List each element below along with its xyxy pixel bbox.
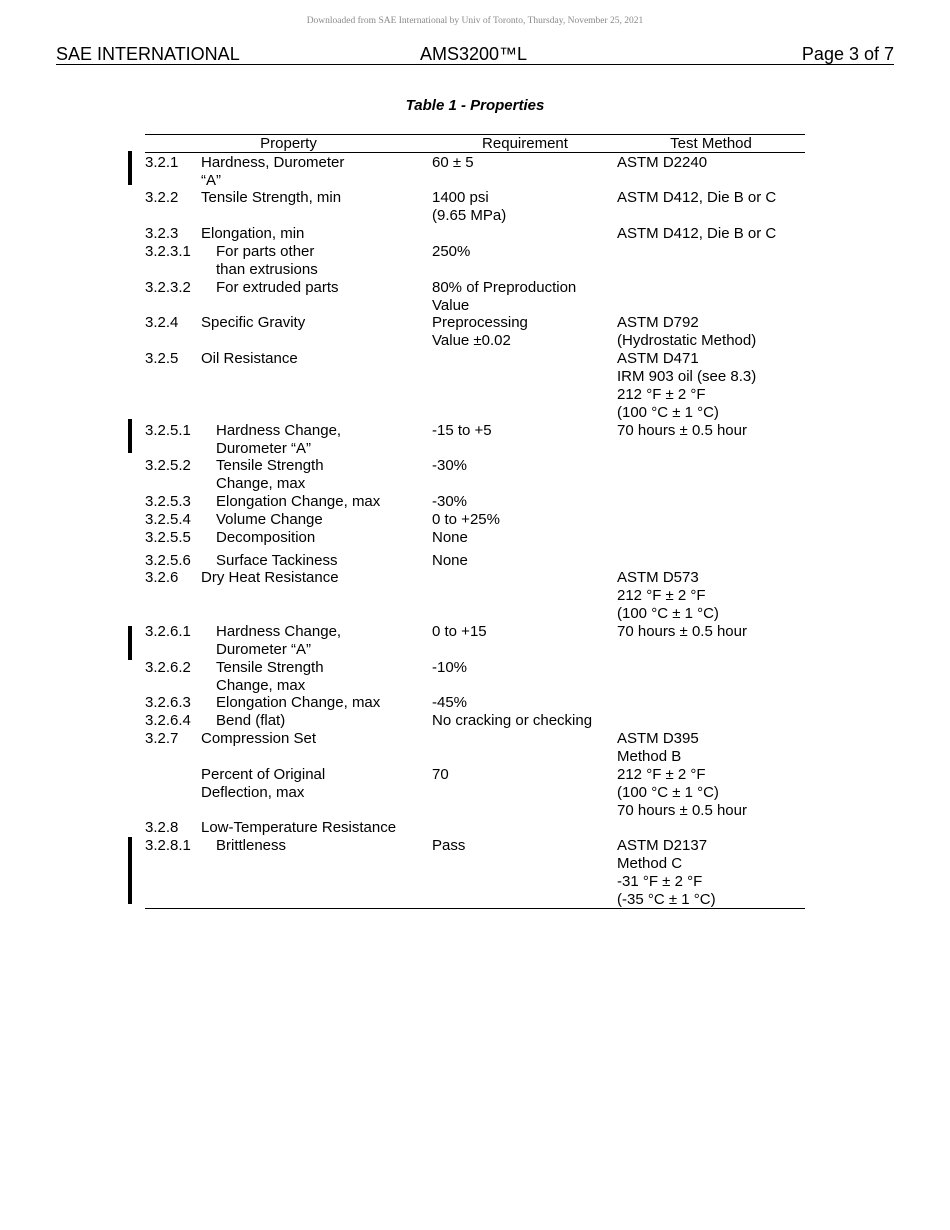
- property-text: Elongation Change, max: [216, 493, 381, 510]
- test-method-text: IRM 903 oil (see 8.3): [617, 368, 757, 385]
- test-method-text: (100 °C ± 1 °C): [617, 784, 719, 801]
- test-method-text: 70 hours ± 0.5 hour: [617, 422, 747, 439]
- property-text: Percent of Original: [201, 766, 326, 783]
- test-method-text: ASTM D2240: [617, 154, 708, 171]
- table-bottom-rule: [145, 908, 805, 909]
- property-text: Oil Resistance: [201, 350, 298, 367]
- section-number: 3.2.5.2: [145, 457, 191, 474]
- property-text: Dry Heat Resistance: [201, 569, 339, 586]
- requirement-text: -10%: [432, 659, 468, 676]
- test-method-text: ASTM D2137: [617, 837, 708, 854]
- property-text: Volume Change: [216, 511, 323, 528]
- revision-change-bar: [128, 419, 132, 453]
- table-title: Table 1 - Properties: [405, 97, 545, 114]
- header-organization: SAE INTERNATIONAL: [56, 44, 240, 64]
- requirement-text: Pass: [432, 837, 466, 854]
- table-header-rule: [145, 152, 805, 153]
- test-method-text: (100 °C ± 1 °C): [617, 404, 719, 421]
- section-number: 3.2.5.3: [145, 493, 191, 510]
- section-number: 3.2.5.6: [145, 552, 191, 569]
- property-text: Hardness Change,: [216, 422, 342, 439]
- column-header-requirement: Requirement: [482, 135, 568, 152]
- section-number: 3.2.3.1: [145, 243, 191, 260]
- requirement-text: 250%: [432, 243, 471, 260]
- test-method-text: 212 °F ± 2 °F: [617, 766, 706, 783]
- requirement-text: 60 ± 5: [432, 154, 474, 171]
- property-text: Decomposition: [216, 529, 316, 546]
- requirement-text: 70: [432, 766, 449, 783]
- test-method-text: 70 hours ± 0.5 hour: [617, 802, 747, 819]
- test-method-text: 212 °F ± 2 °F: [617, 386, 706, 403]
- property-text: For extruded parts: [216, 279, 339, 296]
- revision-change-bar: [128, 626, 132, 660]
- section-number: 3.2.6: [145, 569, 179, 586]
- requirement-text: -15 to +5: [432, 422, 492, 439]
- requirement-text: Value: [432, 297, 470, 314]
- requirement-text: Value ±0.02: [432, 332, 511, 349]
- property-text: than extrusions: [216, 261, 318, 278]
- section-number: 3.2.6.4: [145, 712, 191, 729]
- section-number: 3.2.8: [145, 819, 179, 836]
- property-text: Bend (flat): [216, 712, 286, 729]
- header-rule: [56, 64, 894, 65]
- property-text: Durometer “A”: [216, 440, 312, 457]
- property-text: Tensile Strength, min: [201, 189, 342, 206]
- property-text: “A”: [201, 172, 221, 189]
- requirement-text: 80% of Preproduction: [432, 279, 577, 296]
- test-method-text: ASTM D573: [617, 569, 699, 586]
- download-notice: Downloaded from SAE International by Univ of Toronto, Thursday, November 25, 2021: [306, 16, 644, 26]
- property-text: Brittleness: [216, 837, 287, 854]
- test-method-text: (-35 °C ± 1 °C): [617, 891, 716, 908]
- section-number: 3.2.8.1: [145, 837, 191, 854]
- property-text: Tensile Strength: [216, 659, 324, 676]
- section-number: 3.2.2: [145, 189, 179, 206]
- test-method-text: 70 hours ± 0.5 hour: [617, 623, 747, 640]
- test-method-text: (Hydrostatic Method): [617, 332, 757, 349]
- requirement-text: No cracking or checking: [432, 712, 593, 729]
- revision-change-bar: [128, 837, 132, 904]
- section-number: 3.2.6.2: [145, 659, 191, 676]
- test-method-text: ASTM D412, Die B or C: [617, 189, 777, 206]
- section-number: 3.2.1: [145, 154, 179, 171]
- section-number: 3.2.6.1: [145, 623, 191, 640]
- test-method-text: (100 °C ± 1 °C): [617, 605, 719, 622]
- test-method-text: ASTM D412, Die B or C: [617, 225, 777, 242]
- property-text: Specific Gravity: [201, 314, 306, 331]
- section-number: 3.2.5.4: [145, 511, 191, 528]
- property-text: Hardness, Durometer: [201, 154, 345, 171]
- section-number: 3.2.3: [145, 225, 179, 242]
- requirement-text: Preprocessing: [432, 314, 528, 331]
- section-number: 3.2.5.1: [145, 422, 191, 439]
- requirement-text: -45%: [432, 694, 468, 711]
- property-text: Durometer “A”: [216, 641, 312, 658]
- test-method-text: 212 °F ± 2 °F: [617, 587, 706, 604]
- column-header-test-method: Test Method: [670, 135, 752, 152]
- property-text: Change, max: [216, 475, 306, 492]
- property-text: Tensile Strength: [216, 457, 324, 474]
- requirement-text: -30%: [432, 493, 468, 510]
- property-text: Elongation Change, max: [216, 694, 381, 711]
- test-method-text: ASTM D395: [617, 730, 699, 747]
- requirement-text: 0 to +25%: [432, 511, 500, 528]
- section-number: 3.2.3.2: [145, 279, 191, 296]
- requirement-text: -30%: [432, 457, 468, 474]
- section-number: 3.2.5.5: [145, 529, 191, 546]
- column-header-property: Property: [260, 135, 317, 152]
- test-method-text: Method B: [617, 748, 682, 765]
- requirement-text: None: [432, 552, 468, 569]
- property-text: Deflection, max: [201, 784, 305, 801]
- section-number: 3.2.6.3: [145, 694, 191, 711]
- requirement-text: (9.65 MPa): [432, 207, 507, 224]
- property-text: Change, max: [216, 677, 306, 694]
- test-method-text: ASTM D471: [617, 350, 699, 367]
- test-method-text: ASTM D792: [617, 314, 699, 331]
- section-number: 3.2.4: [145, 314, 179, 331]
- property-text: Hardness Change,: [216, 623, 342, 640]
- test-method-text: -31 °F ± 2 °F: [617, 873, 703, 890]
- property-text: Elongation, min: [201, 225, 305, 242]
- property-text: For parts other: [216, 243, 315, 260]
- requirement-text: 1400 psi: [432, 189, 489, 206]
- section-number: 3.2.5: [145, 350, 179, 367]
- revision-change-bar: [128, 151, 132, 185]
- property-text: Surface Tackiness: [216, 552, 338, 569]
- property-text: Compression Set: [201, 730, 317, 747]
- requirement-text: None: [432, 529, 468, 546]
- header-document-id: AMS3200™L: [420, 44, 528, 64]
- property-text: Low-Temperature Resistance: [201, 819, 397, 836]
- section-number: 3.2.7: [145, 730, 179, 747]
- requirement-text: 0 to +15: [432, 623, 487, 640]
- test-method-text: Method C: [617, 855, 683, 872]
- header-page-number: Page 3 of 7: [801, 44, 894, 64]
